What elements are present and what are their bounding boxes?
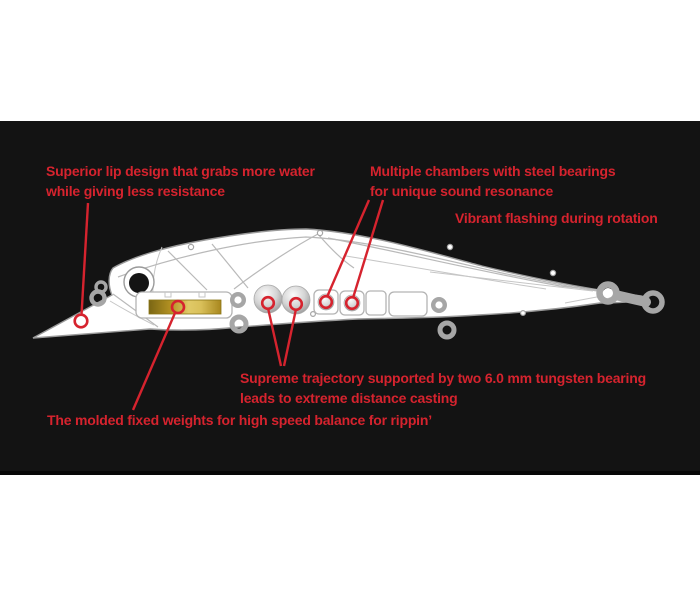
annotation-weights [47,410,432,430]
tail-hardware [600,285,663,312]
line-tie-split-ring [92,292,105,305]
line-tie [92,282,107,305]
annotation-flashing-line1: Vibrant flashing during rotation [455,210,658,226]
annotation-tungsten-line1: Supreme trajectory supported by two 6.0 mm tungsten bearing [240,370,646,386]
joint-dot [317,230,322,235]
annotation-chambers-line2: for unique sound resonance [370,183,554,199]
annotation-lip-line1: Superior lip design that grabs more water [46,163,315,179]
joint-dot [521,311,526,316]
annotation-chambers-line1: Multiple chambers with steel bearings [370,163,616,179]
empty-chamber-2 [389,292,427,316]
annotation-tungsten-line2: leads to extreme distance casting [240,390,458,406]
annotation-tungsten [240,368,646,408]
empty-chamber-1 [366,291,386,315]
annotation-chambers [370,161,615,201]
annotation-lip [46,161,315,201]
annotation-flashing [455,208,658,228]
eye-pupil [129,273,149,293]
joint-dot [188,244,193,249]
joint-dot [447,244,452,249]
annotation-lip-line2: while giving less resistance [46,183,225,199]
joint-dot [550,270,555,275]
tail-split-ring [644,293,662,311]
tail-hanger-hole [603,288,613,298]
annotation-weights-line1: The molded fixed weights for high speed balance for rippin’ [47,412,432,428]
